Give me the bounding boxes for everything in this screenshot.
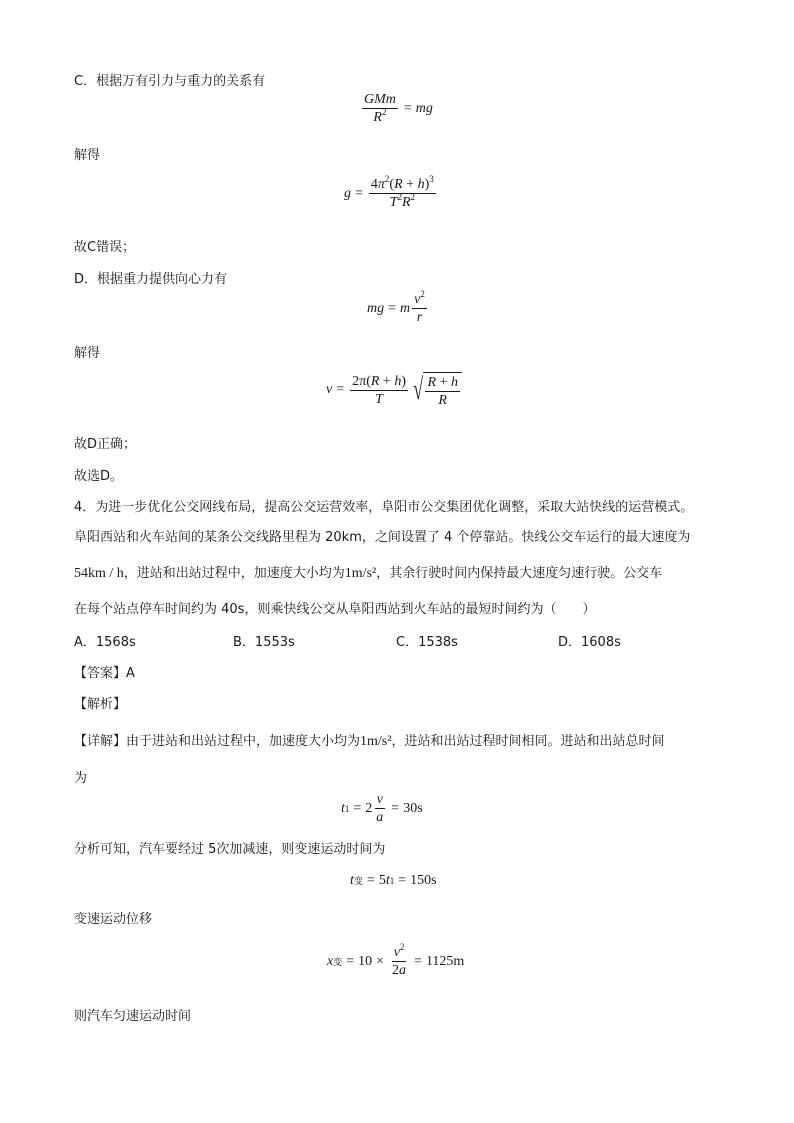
equation-t-variable: t 变 = 5 t 1 = 150s — [350, 873, 437, 888]
option-d: D．1608s — [558, 635, 621, 650]
q4-line2: 阜阳西站和火车站间的某条公交线路里程为 20km，之间设置了 4 个停靠站。快线公交车运行的最大速度为 — [74, 530, 691, 545]
equation-centripetal: mg = m $\frac{v^2}{r}$ — [367, 289, 425, 325]
answer-value: A — [126, 666, 135, 681]
detail-line1-text-a: 由于进站和出站过程中，加速度大小均为 — [126, 734, 361, 749]
section-d-select: 故选D。 — [74, 469, 124, 484]
detail-label: 【详解】 — [74, 734, 127, 749]
option-b: B．1553s — [233, 635, 295, 650]
acceleration-value: 1m/s² — [344, 566, 377, 581]
q4-line3-text-d: ，其余行驶时间内保持最大速度匀速行驶。公交车 — [376, 566, 663, 581]
section-d-intro: D．根据重力提供向心力有 — [74, 272, 228, 287]
section-c-conclusion: 故C错误； — [74, 240, 136, 255]
max-speed-value: 54km / h — [74, 566, 124, 581]
section-c-solve: 解得 — [74, 148, 101, 163]
equation-x-variable: x 变 = 10 × $\frac{v^2}{2a}$ = 1125m — [327, 942, 465, 978]
detail-line2: 为 — [74, 771, 88, 786]
equation-g: g = $\frac{4\pi^2(R + h)^3}{T^2R^2}$ — [344, 174, 434, 210]
answer-line — [74, 662, 135, 681]
equation-t1: t 1 = 2 $\frac{v}{a}$ = 30s — [341, 792, 423, 825]
detail-uniform-line: 则汽车匀速运动时间 — [74, 1009, 192, 1024]
q4-line4: 在每个站点停车时间约为 40s，则乘快线公交从阜阳西站到火车站的最短时间约为（ ） — [74, 602, 596, 617]
answer-label: 【答案】 — [74, 666, 127, 681]
detail-line1 — [74, 730, 664, 750]
detail-line1-text-c: ，进站和出站过程时间相同。进站和出站总时间 — [391, 734, 665, 749]
option-a: A．1568s — [74, 635, 136, 650]
equation-gravity: $\frac{\text{GMm}}{R^2}$ = mg — [364, 92, 433, 125]
section-d-conclusion: 故D正确； — [74, 437, 137, 452]
detail-acceleration-value: 1m/s² — [360, 734, 392, 749]
section-c-intro: C．根据万有引力与重力的关系有 — [74, 74, 266, 89]
option-c: C．1538s — [396, 635, 458, 650]
q4-line3-text-b: ，进站和出站过程中，加速度大小均为 — [123, 566, 345, 581]
detail-analysis-line: 分析可知，汽车要经过 5次加减速，则变速运动时间为 — [74, 842, 386, 857]
detail-displacement-line: 变速运动位移 — [74, 912, 153, 927]
equation-velocity: v = $\frac{2\pi(R + h)}{T}$ √ $\frac{R + h}{R}$ — [326, 372, 462, 408]
q4-line3 — [74, 562, 662, 582]
q4-line1: 4．为进一步优化公交网线布局，提高公交运营效率，阜阳市公交集团优化调整，采取大站快线的运营模式。 — [74, 500, 694, 515]
section-d-solve: 解得 — [74, 346, 101, 361]
analysis-label: 【解析】 — [74, 697, 127, 712]
